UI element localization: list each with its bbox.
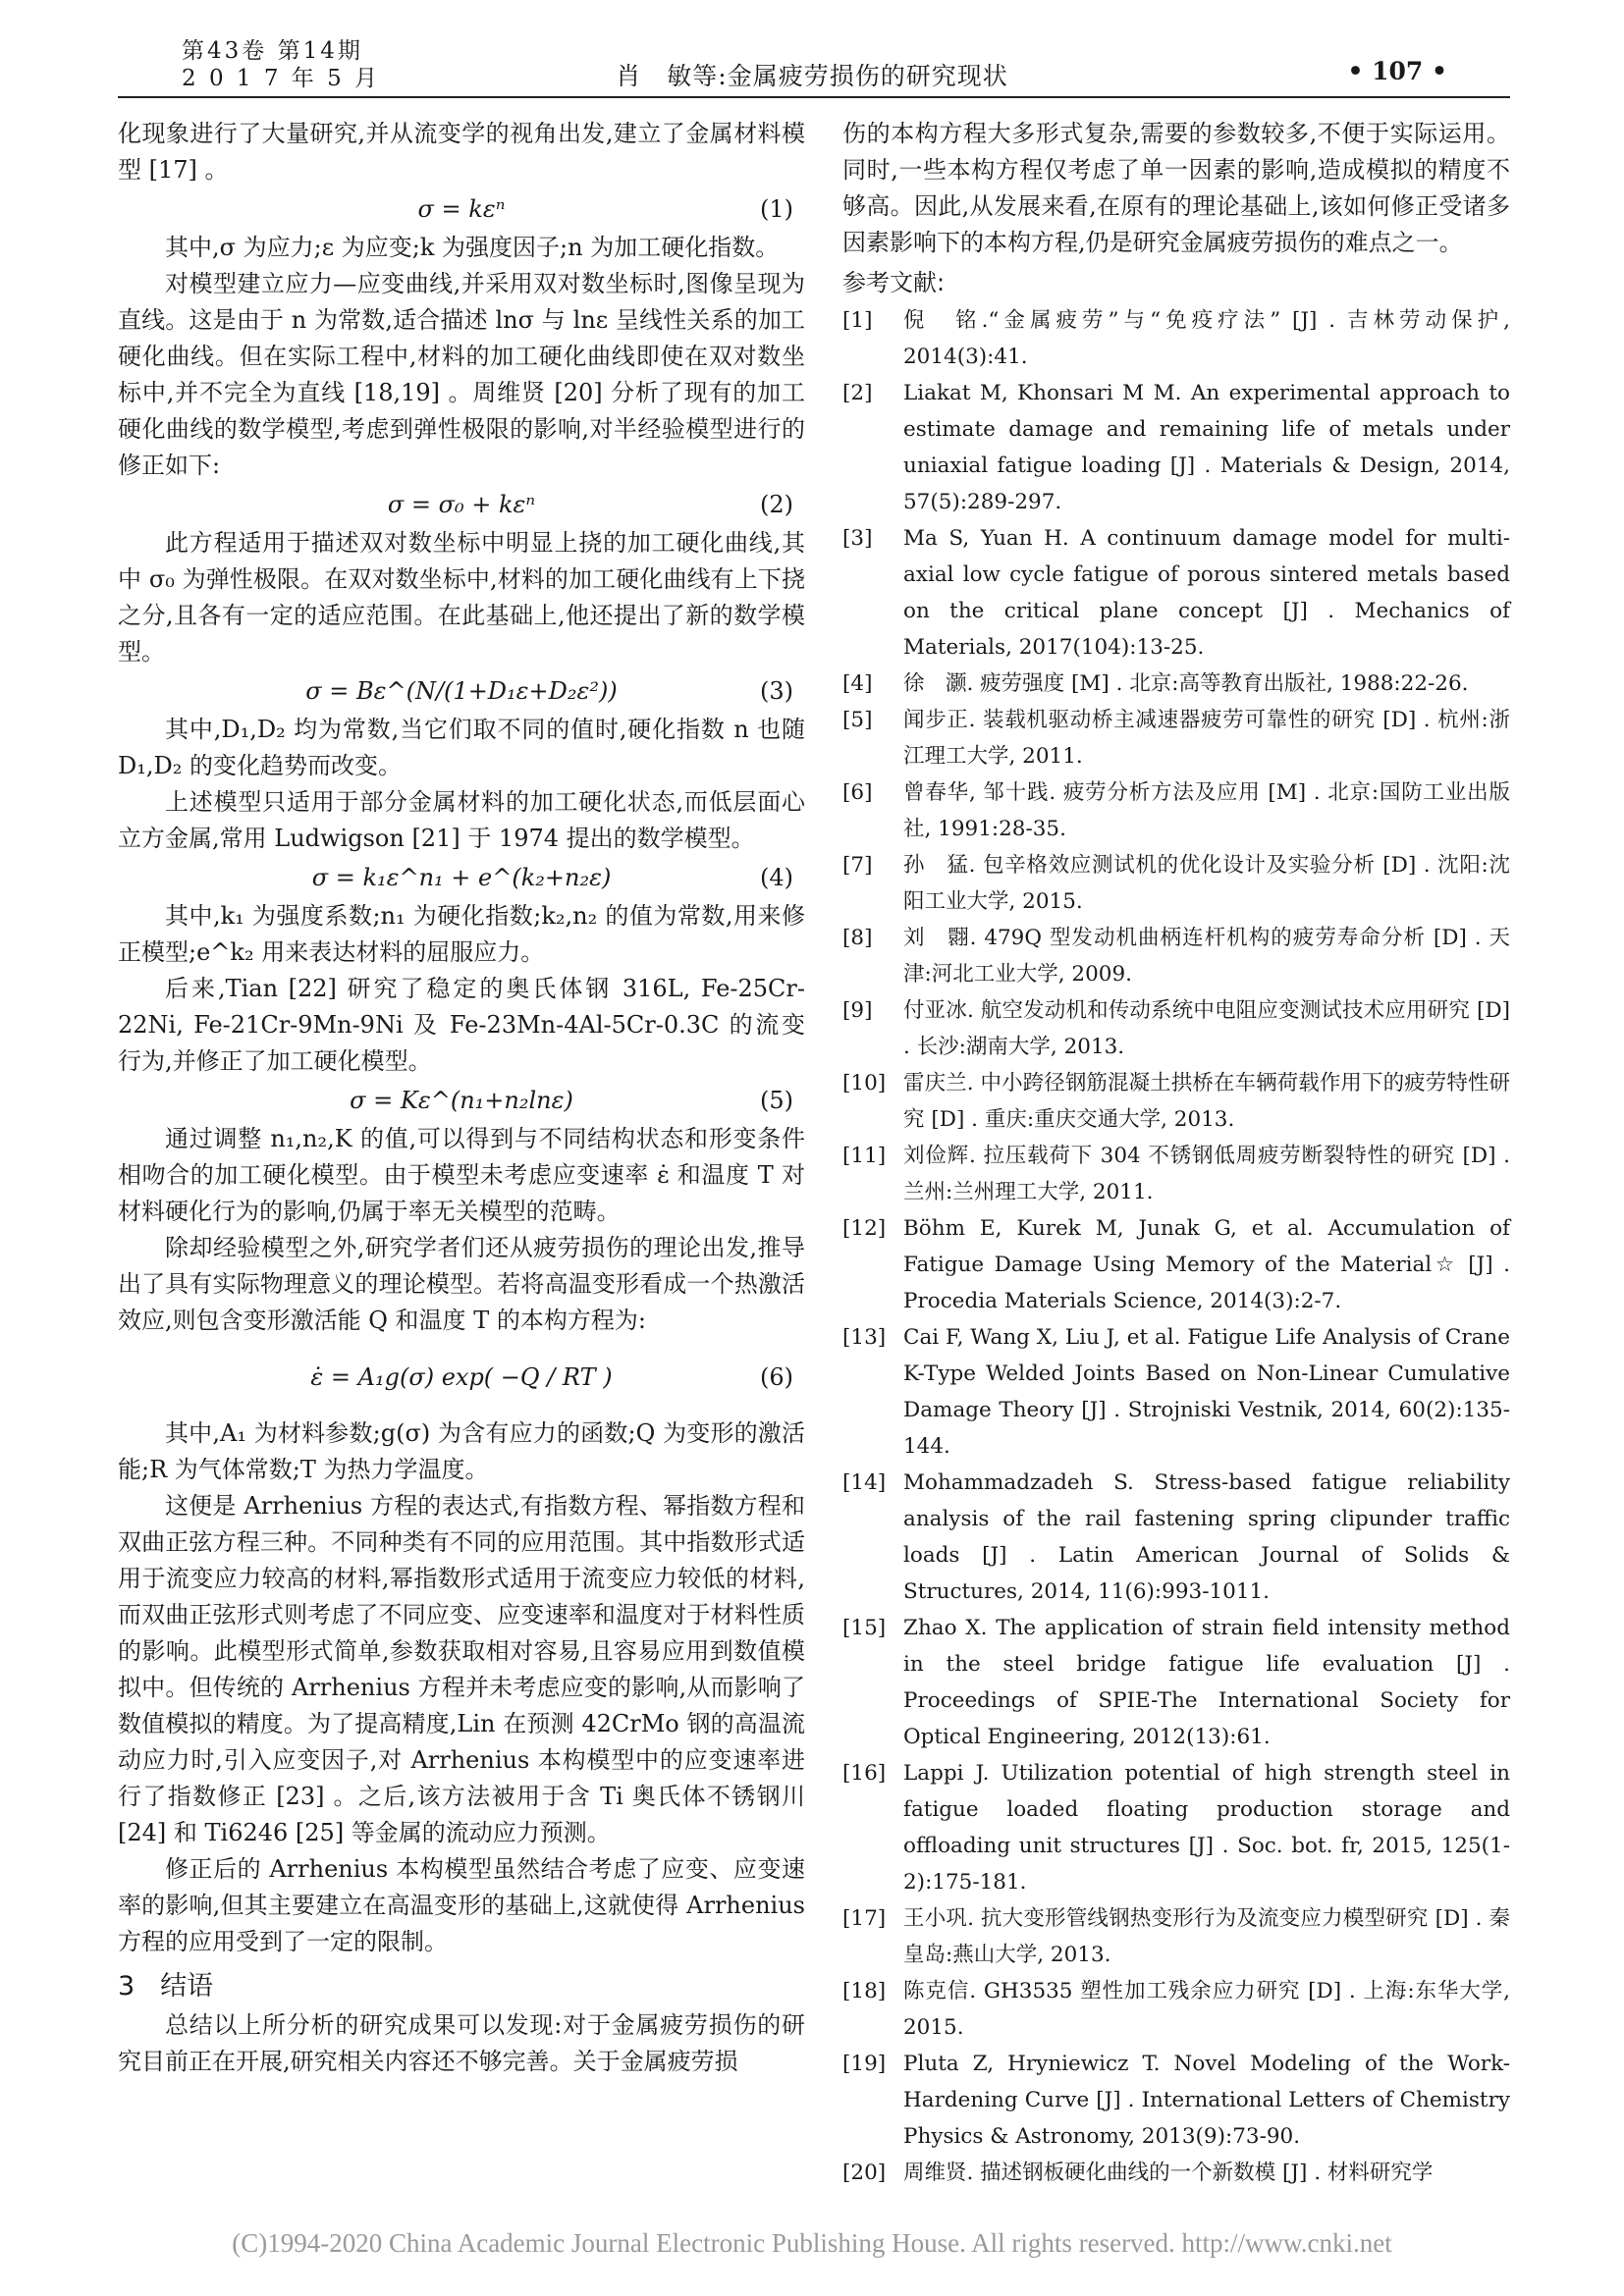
reference-text: 陈克信. GH3535 塑性加工残余应力研究 [D] . 上海:东华大学, 2015. — [903, 1979, 1510, 2040]
reference-item — [842, 1973, 1510, 2046]
paragraph: 后来,Tian [22] 研究了稳定的奥氏体钢 316L, Fe-25Cr-22Ni, Fe-21Cr-9Mn-9Ni 及 Fe-23Mn-4Al-5Cr-0.3C 的流变行为,并修正了加工硬化模型。 — [118, 975, 805, 1075]
paragraph: 其中,D₁,D₂ 均为常数,当它们取不同的值时,硬化指数 n 也随 D₁,D₂ 的变化趋势而改变。 — [118, 716, 805, 779]
reference-text: Cai F, Wang X, Liu J, et al. Fatigue Life Analysis of Crane K-Type Welded Joints Based on Non-Linear Cumulative Damage Theory [J] . Strojniski Vestnik, 2014, 60(2):135-144. — [903, 1325, 1510, 1459]
reference-item — [842, 702, 1510, 774]
reference-text: 闻步正. 装载机驱动桥主减速器疲劳可靠性的研究 [D] . 杭州:浙江理工大学, 2011. — [903, 708, 1510, 769]
reference-text: 周维贤. 描述钢板硬化曲线的一个新数模 [J] . 材料研究学 — [903, 2161, 1434, 2185]
reference-number: [11] — [842, 1144, 887, 1168]
reference-item — [842, 1900, 1510, 1973]
paragraph: 其中,A₁ 为材料参数;g(σ) 为含有应力的函数;Q 为变形的激活能;R 为气体常数;T 为热力学温度。 — [118, 1419, 805, 1483]
journal-date: 2 0 1 7 年 5 月 — [182, 66, 381, 91]
equation-2 — [118, 484, 805, 525]
reference-number: [14] — [842, 1470, 887, 1495]
right-column — [842, 116, 1510, 2191]
reference-item — [842, 375, 1510, 520]
paragraph: 其中,σ 为应力;ε 为应变;k 为强度因子;n 为加工硬化指数。 — [165, 234, 780, 261]
running-title: 肖 敏等:金属疲劳损伤的研究现状 — [616, 62, 1008, 90]
left-column — [118, 116, 805, 2080]
reference-text: Liakat M, Khonsari M M. An experimental approach to estimate damage and remaining life of metals under uniaxial fatigue loading [J] . Materials & Design, 2014, 57(5):289-297. — [903, 381, 1510, 514]
reference-text: Böhm E, Kurek M, Junak G, et al. Accumulation of Fatigue Damage Using Memory of the Material☆ [J] . Procedia Materials Science, 2014(3):2-7. — [903, 1216, 1510, 1313]
equation-body: σ = k₁ε^n₁ + e^(k₂+n₂ε) — [311, 864, 612, 891]
journal-volume: 第43卷 第14期 — [182, 38, 363, 64]
reference-text: Mohammadzadeh S. Stress-based fatigue reliability analysis of the rail fastening spring clipunder traffic loads [J] . Latin American Journal of Solids & Structures, 2014, 11(6):993-1011. — [903, 1470, 1510, 1604]
reference-number: [13] — [842, 1325, 887, 1350]
equation-body: σ = kεⁿ — [417, 195, 506, 223]
reference-text: 孙 猛. 包辛格效应测试机的优化设计及实验分析 [D] . 沈阳:沈阳工业大学, 2015. — [903, 853, 1510, 914]
reference-item — [842, 992, 1510, 1065]
reference-text: 付亚冰. 航空发动机和传动系统中电阻应变测试技术应用研究 [D] . 长沙:湖南大学, 2013. — [903, 998, 1510, 1059]
page-number: • 107 • — [1347, 57, 1447, 85]
equation-number: (3) — [760, 677, 793, 705]
reference-number: [2] — [842, 381, 873, 405]
equation-3 — [118, 670, 805, 712]
reference-item — [842, 1465, 1510, 1610]
paragraph: 修正后的 Arrhenius 本构模型虽然结合考虑了应变、应变速率的影响,但其主要建立在高温变形的基础上,这就使得 Arrhenius 方程的应用受到了一定的限制。 — [118, 1855, 805, 1955]
references-heading: 参考文献: — [842, 269, 946, 296]
reference-item — [842, 1210, 1510, 1319]
equation-number: (4) — [760, 864, 793, 891]
reference-list — [842, 302, 1510, 2191]
equation-4 — [118, 857, 805, 898]
reference-item — [842, 302, 1510, 375]
reference-item — [842, 2155, 1510, 2191]
reference-number: [10] — [842, 1071, 887, 1095]
reference-text: 曾春华, 邹十践. 疲劳分析方法及应用 [M] . 北京:国防工业出版社, 1991:28-35. — [903, 780, 1510, 841]
equation-number: (5) — [760, 1087, 793, 1114]
paragraph: 化现象进行了大量研究,并从流变学的视角出发,建立了金属材料模型 [17] 。 — [118, 120, 805, 184]
reference-item — [842, 1319, 1510, 1465]
section-heading — [118, 1966, 805, 2007]
equation-number: (1) — [760, 195, 793, 223]
reference-item — [842, 774, 1510, 847]
equation-body: σ = Bε^(N/(1+D₁ε+D₂ε²)) — [305, 677, 618, 705]
reference-number: [6] — [842, 780, 873, 805]
reference-item — [842, 1065, 1510, 1138]
paragraph: 此方程适用于描述双对数坐标中明显上挠的加工硬化曲线,其中 σ₀ 为弹性极限。在双对数坐标中,材料的加工硬化曲线有上下挠之分,且各有一定的适应范围。在此基础上,他还提出了新的数学模型。 — [118, 529, 805, 666]
equation-6 — [118, 1339, 805, 1415]
equation-number: (2) — [760, 491, 793, 518]
reference-text: 倪 铭.“金属疲劳”与“免疫疗法” [J] . 吉林劳动保护, 2014(3):41. — [903, 308, 1510, 369]
reference-text: 雷庆兰. 中小跨径钢筋混凝土拱桥在车辆荷载作用下的疲劳特性研究 [D] . 重庆:重庆交通大学, 2013. — [903, 1071, 1510, 1132]
reference-text: Lappi J. Utilization potential of high strength steel in fatigue loaded floating production storage and offloading unit structures [J] . Soc. bot. fr, 2015, 125(1-2):175-181. — [903, 1761, 1510, 1895]
copyright-footer: (C)1994-2020 China Academic Journal Electronic Publishing House. All rights reserved. http://www.cnki.net — [232, 2228, 1392, 2258]
reference-number: [8] — [842, 926, 873, 950]
reference-item — [842, 1610, 1510, 1755]
paragraph: 上述模型只适用于部分金属材料的加工硬化状态,而低层面心立方金属,常用 Ludwigson [21] 于 1974 提出的数学模型。 — [118, 788, 805, 852]
section-title: 结语 — [160, 1971, 214, 2002]
reference-item — [842, 1755, 1510, 1900]
equation-5 — [118, 1080, 805, 1121]
reference-item — [842, 847, 1510, 920]
header-rule — [118, 96, 1510, 98]
reference-number: [18] — [842, 1979, 887, 2003]
paragraph: 除却经验模型之外,研究学者们还从疲劳损伤的理论出发,推导出了具有实际物理意义的理论模型。若将高温变形看成一个热激活效应,则包含变形激活能 Q 和温度 T 的本构方程为: — [118, 1234, 805, 1334]
reference-number: [16] — [842, 1761, 887, 1786]
reference-text: 王小巩. 抗大变形管线钢热变形行为及流变应力模型研究 [D] . 秦皇岛:燕山大学, 2013. — [903, 1906, 1510, 1967]
reference-number: [20] — [842, 2161, 887, 2185]
reference-number: [7] — [842, 853, 873, 878]
reference-number: [4] — [842, 671, 873, 696]
equation-1 — [118, 188, 805, 230]
paragraph: 通过调整 n₁,n₂,K 的值,可以得到与不同结构状态和形变条件相吻合的加工硬化模型。由于模型未考虑应变速率 ε̇ 和温度 T 对材料硬化行为的影响,仍属于率无关模型的范畴。 — [118, 1125, 805, 1225]
paragraph: 总结以上所分析的研究成果可以发现:对于金属疲劳损伤的研究目前正在开展,研究相关内容还不够完善。关于金属疲劳损 — [118, 2011, 805, 2075]
reference-number: [12] — [842, 1216, 887, 1241]
reference-number: [1] — [842, 308, 873, 333]
reference-number: [3] — [842, 526, 873, 551]
section-number: 3 — [118, 1971, 135, 2002]
reference-number: [9] — [842, 998, 873, 1023]
reference-item — [842, 2046, 1510, 2155]
reference-text: 刘俭辉. 拉压载荷下 304 不锈钢低周疲劳断裂特性的研究 [D] . 兰州:兰州理工大学, 2011. — [903, 1144, 1510, 1204]
reference-item — [842, 520, 1510, 666]
paragraph: 伤的本构方程大多形式复杂,需要的参数较多,不便于实际运用。同时,一些本构方程仅考虑了单一因素的影响,造成模拟的精度不够高。因此,从发展来看,在原有的理论基础上,该如何修正受诸多因素影响下的本构方程,仍是研究金属疲劳损伤的难点之一。 — [842, 120, 1510, 256]
reference-number: [5] — [842, 708, 873, 732]
reference-number: [17] — [842, 1906, 887, 1931]
paragraph: 对模型建立应力—应变曲线,并采用双对数坐标时,图像呈现为直线。这是由于 n 为常数,适合描述 lnσ 与 lnε 呈线性关系的加工硬化曲线。但在实际工程中,材料的加工硬化曲线即使在双对数坐标中,并不完全为直线 [18,19] 。周维贤 [20] 分析了现有的加工硬化曲线的数学模型,考虑到弹性极限的影响,对半经验模型进行的修正如下: — [118, 270, 805, 479]
paragraph: 其中,k₁ 为强度系数;n₁ 为硬化指数;k₂,n₂ 的值为常数,用来修正模型;e^k₂ 用来表达材料的屈服应力。 — [118, 902, 805, 966]
equation-body: σ = σ₀ + kεⁿ — [387, 491, 536, 518]
reference-number: [19] — [842, 2052, 887, 2076]
equation-number: (6) — [760, 1363, 793, 1391]
equation-body: ε̇ = A₁g(σ) exp( −Q / RT ) — [310, 1363, 613, 1391]
reference-text: 刘 翾. 479Q 型发动机曲柄连杆机构的疲劳寿命分析 [D] . 天津:河北工业大学, 2009. — [903, 926, 1510, 987]
reference-text: 徐 灏. 疲劳强度 [M] . 北京:高等教育出版社, 1988:22-26. — [903, 671, 1469, 696]
equation-body: σ = Kε^(n₁+n₂lnε) — [350, 1087, 573, 1114]
reference-number: [15] — [842, 1616, 887, 1640]
reference-item — [842, 920, 1510, 992]
paragraph: 这便是 Arrhenius 方程的表达式,有指数方程、幂指数方程和双曲正弦方程三种。不同种类有不同的应用范围。其中指数形式适用于流变应力较高的材料,幂指数形式适用于流变应力较低的材料,而双曲正弦形式则考虑了不同应变、应变速率和温度对于材料性质的影响。此模型形式简单,参数获取相对容易,且容易应用到数值模拟中。但传统的 Arrhenius 方程并未考虑应变的影响,从而影响了数值模拟的精度。为了提高精度,Lin 在预测 42CrMo 钢的高温流动应力时,引入应变因子,对 Arrhenius 本构模型中的应变速率进行了指数修正 [23] 。之后,该方法被用于含 Ti 奥氏体不锈钢川 [24] 和 Ti6246 [25] 等金属的流动应力预测。 — [118, 1492, 805, 1846]
reference-text: Zhao X. The application of strain field intensity method in the steel bridge fatigue life evaluation [J] . Proceedings of SPIE-The International Society for Optical Engineering, 2012(13):61. — [903, 1616, 1510, 1749]
reference-text: Ma S, Yuan H. A continuum damage model for multi-axial low cycle fatigue of porous sintered metals based on the critical plane concept [J] . Mechanics of Materials, 2017(104):13-25. — [903, 526, 1510, 660]
reference-item — [842, 666, 1510, 702]
reference-text: Pluta Z, Hryniewicz T. Novel Modeling of the Work-Hardening Curve [J] . International Letters of Chemistry Physics & Astronomy, 2013(9):73-90. — [903, 2052, 1510, 2149]
reference-item — [842, 1138, 1510, 1210]
